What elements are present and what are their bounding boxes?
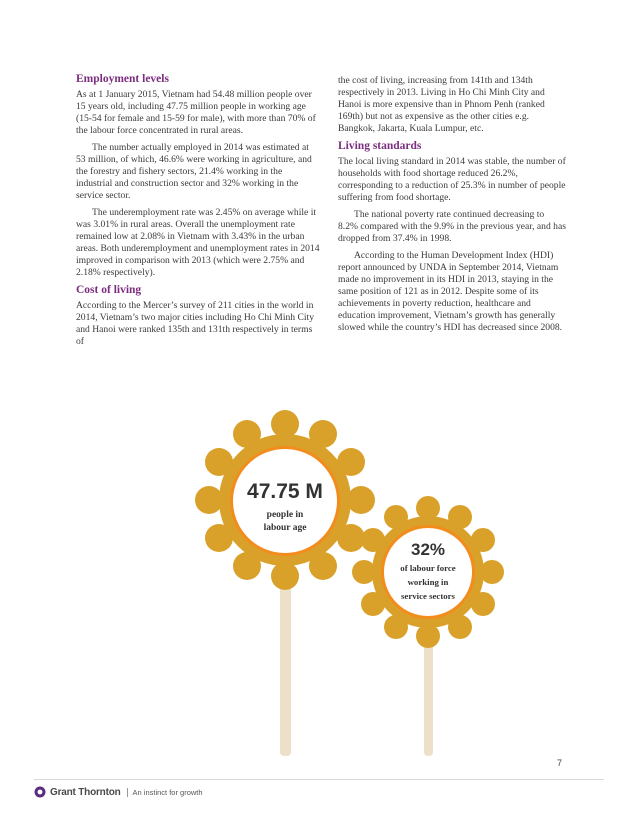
stat2-line1: of labour force — [400, 563, 456, 573]
living-heading: Living standards — [338, 140, 422, 152]
employment-p1: As at 1 January 2015, Vietnam had 54.48 million people over 15 years old, including 47.75 million people in working age (15-54 for female and 15-59 for male), with more than 70% of the labour force concentrated in rural areas. — [76, 89, 316, 136]
stat1-line1: people in — [266, 510, 304, 520]
footer-divider — [34, 779, 604, 780]
living-p3: According to the Human Development Index (HDI) report announced by UNDA in September 2014, Vietnam made no improvement in its HDI in 2013, staying in the same position of 121 as in 2012. Despite some of its achievements in poverty reduction, healthcare and education improvement, Vietnam’s growth has generally slowed while the country’s HDI has decreased since 2008. — [338, 250, 563, 333]
cost-continued: the cost of living, increasing from 141th and 134th respectively in 2013. Living in Ho Chi Minh City and Hanoi is more expensive than in Phnom Penh (ranked 169th) but not as expensive as the other cities e.g. Bangkok, Jakarta, Kuala Lumpur, etc. — [338, 75, 545, 134]
employment-p3: The underemployment rate was 2.45% on average while it was 3.01% in rural areas. Overall the unemployment rate remained low at 2.08% in Vietnam with 3.43% in the urban areas. Both underemployment and unemployment rates in 2014 improved in comparison with 2013 (which were 2.75% and 2.18% respectively). — [76, 207, 320, 278]
living-p2: The national poverty rate continued decreasing to 8.2% compared with the 9.9% in the previous year, and has dropped from 37.4% in 1998. — [338, 209, 566, 244]
stat1-value: 47.75 M — [247, 480, 323, 503]
living-p1: The local living standard in 2014 was stable, the number of households with food shortage reduced 26.2%, corresponding to a reduction of 25.3% in number of people suffering from food shortage. — [338, 156, 566, 203]
stat2-line2: working in — [407, 577, 449, 587]
brand-name: Grant Thornton — [50, 786, 121, 798]
brand-tagline: An instinct for growth — [127, 788, 203, 797]
grant-thornton-logo — [34, 786, 203, 798]
employment-p2: The number actually employed in 2014 was estimated at 53 million, of which, 46.6% were working in agriculture, and the forestry and fishery sectors, 21.4% working in the industrial and construction sector and 32% working in the service sector. — [76, 142, 312, 201]
cost-heading: Cost of living — [76, 284, 142, 296]
stat1-line2: labour age — [263, 523, 307, 533]
page-number: 7 — [557, 758, 563, 768]
employment-heading: Employment levels — [76, 73, 169, 85]
cost-p1: According to the Mercer’s survey of 211 cities in the world in 2014, Vietnam’s two major cities including Ho Chi Minh City and Hanoi were ranked 135th and 131th respectively in terms of — [76, 300, 315, 347]
stat2-line3: service sectors — [401, 591, 455, 601]
grant-thornton-logo-icon — [34, 786, 46, 798]
stat2-value: 32% — [410, 540, 446, 559]
